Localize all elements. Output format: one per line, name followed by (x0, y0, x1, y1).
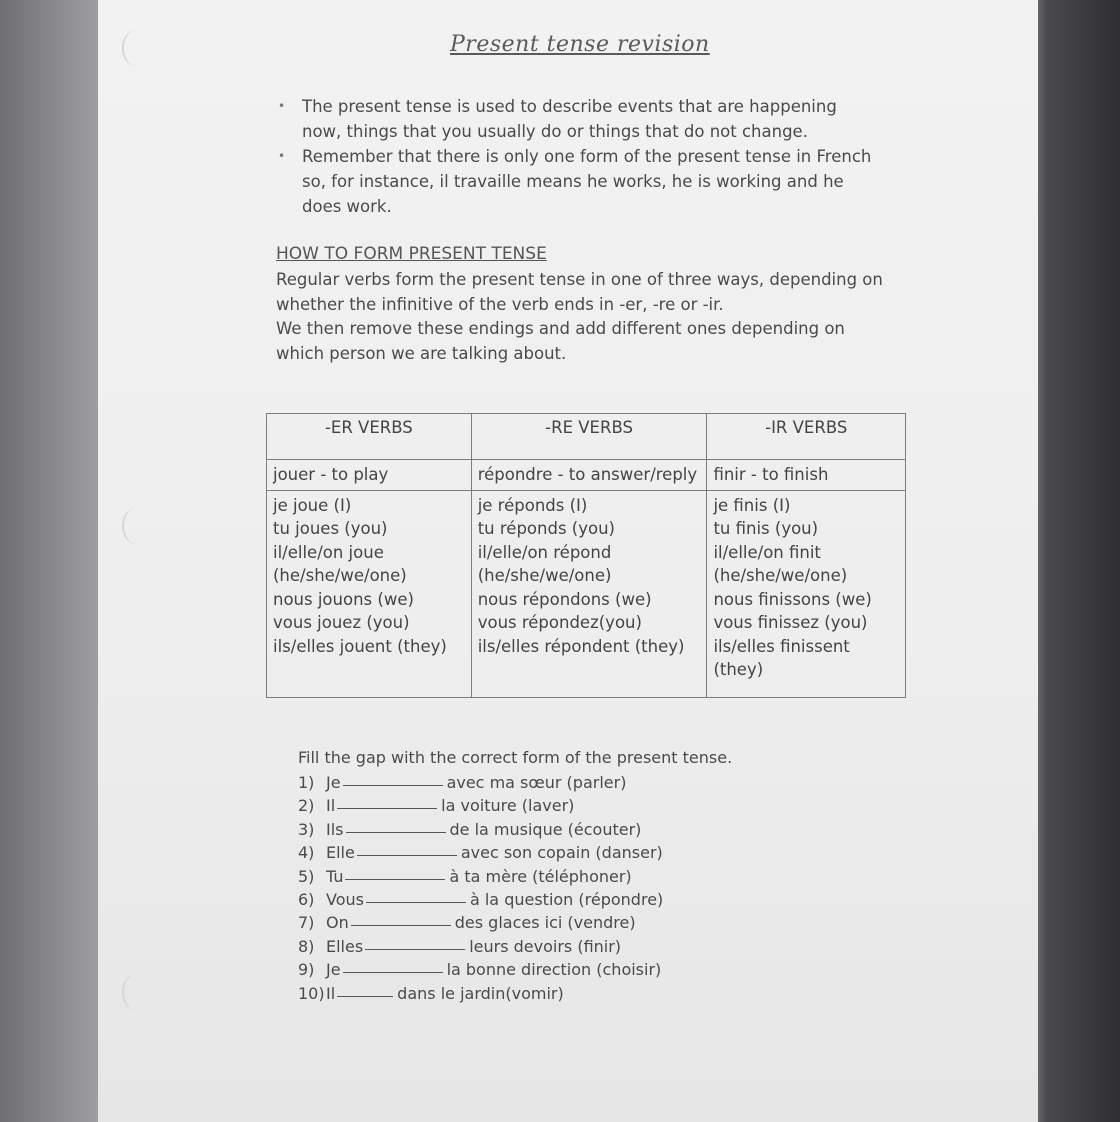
exercise-number: 1) (298, 773, 315, 792)
exercise-prompt: la voiture (laver) (441, 796, 575, 816)
answer-blank[interactable] (343, 958, 443, 973)
exercise-number: 9) (298, 960, 315, 980)
conjugation-line: je réponds (I) (477, 495, 588, 515)
answer-blank[interactable] (343, 771, 443, 786)
exercise-number: 8) (298, 936, 315, 956)
conjugation-ir (707, 490, 906, 697)
exercise-prompt: dans le jardin(vomir) (397, 983, 564, 1003)
conjugation-line: il/elle/on joue (273, 542, 384, 562)
answer-blank[interactable] (357, 841, 457, 856)
conjugation-line: vous répondez(you) (477, 613, 642, 632)
answer-blank[interactable] (337, 982, 393, 997)
conjugation-line: (they) (713, 660, 764, 679)
conjugation-line: tu finis (you) (713, 519, 819, 538)
exercise-item (298, 865, 732, 888)
worksheet-page (98, 0, 1038, 1122)
conjugation-line: je joue (I) (273, 495, 352, 515)
exercise-section (298, 746, 732, 1005)
infinitive-re: répondre - to answer/reply (471, 460, 707, 491)
page-title: Present tense revision (450, 32, 710, 57)
intro-paragraph: We then remove these endings and add different ones depending on which person we are talking about. (276, 319, 845, 363)
exercise-item (298, 911, 732, 934)
punch-hole-mark (122, 508, 150, 544)
conjugation-line: nous finissons (we) (713, 589, 872, 609)
answer-blank[interactable] (351, 911, 451, 926)
answer-blank[interactable] (346, 818, 446, 833)
conjugation-line: nous jouons (we) (273, 589, 414, 609)
conjugation-line: il/elle/on répond (477, 542, 612, 562)
section-intro (276, 268, 896, 366)
exercise-subject: Vous (326, 890, 364, 910)
conjugation-line: vous finissez (you) (713, 613, 868, 632)
exercise-item (298, 935, 732, 958)
punch-hole-mark (122, 974, 150, 1010)
exercise-item (298, 958, 732, 981)
exercise-item (298, 841, 732, 864)
infinitive-er: jouer - to play (267, 460, 472, 491)
exercise-number: 7) (298, 913, 315, 933)
conjugation-er (267, 490, 472, 697)
conjugation-line: vous jouez (you) (273, 613, 410, 632)
answer-blank[interactable] (345, 865, 445, 880)
conjugation-line: ils/elles jouent (they) (273, 636, 447, 656)
exercise-prompt: à la question (répondre) (469, 890, 664, 910)
table-header-ir: -IR VERBS (707, 414, 906, 460)
exercise-item (298, 888, 732, 911)
conjugation-line: (he/she/we/one) (273, 566, 407, 585)
exercise-subject: On (326, 913, 349, 933)
bullet-item: • Remember that there is only one form of the present tense in French so, for instance, il travaille means he works, he is working and he does work. (302, 144, 872, 219)
conjugation-line: ils/elles finissent (713, 636, 850, 656)
conjugation-line: ils/elles répondent (they) (477, 636, 685, 656)
conjugation-line: tu joues (you) (273, 519, 388, 538)
exercise-number: 5) (298, 866, 315, 886)
conjugation-line: (he/she/we/one) (713, 566, 848, 585)
section-heading: HOW TO FORM PRESENT TENSE (276, 244, 547, 264)
conjugation-re (471, 490, 707, 697)
bullet-item: • The present tense is used to describe events that are happening now, things that you usually do or things that do not change. (302, 94, 872, 144)
exercise-number: 6) (298, 890, 315, 910)
conjugation-line: tu réponds (you) (477, 519, 615, 538)
answer-blank[interactable] (337, 794, 437, 809)
intro-paragraph: Regular verbs form the present tense in one of three ways, depending on whether the infinitive of the verb ends in -er, -re or -ir. (276, 270, 883, 314)
infinitive-ir: finir - to finish (707, 460, 906, 491)
exercise-prompt: la bonne direction (choisir) (446, 960, 662, 980)
answer-blank[interactable] (366, 888, 466, 903)
answer-blank[interactable] (365, 935, 465, 950)
exercise-prompt: leurs devoirs (finir) (469, 936, 622, 956)
exercise-subject: Ils (326, 819, 344, 839)
exercise-number: 3) (298, 819, 315, 839)
exercise-subject: Il (326, 983, 336, 1003)
exercise-number: 4) (298, 843, 315, 863)
exercise-prompt: de la musique (écouter) (449, 819, 642, 839)
exercise-number: 10) (298, 983, 325, 1003)
conjugation-line: nous répondons (we) (477, 589, 652, 609)
exercise-subject: Elle (326, 843, 355, 863)
exercise-subject: Il (326, 796, 336, 816)
exercise-item (298, 818, 732, 841)
conjugation-line: il/elle/on finit (713, 542, 821, 562)
exercise-instruction: Fill the gap with the correct form of the present tense. (298, 748, 733, 767)
exercise-subject: Je (326, 773, 341, 792)
table-row (267, 490, 906, 697)
intro-bullets (302, 94, 872, 219)
conjugation-line: (he/she/we/one) (477, 566, 612, 585)
table-header-re: -RE VERBS (471, 414, 707, 460)
exercise-subject: Tu (326, 866, 344, 886)
conjugation-line: je finis (I) (713, 495, 791, 515)
table-row (267, 460, 906, 491)
exercise-subject: Je (326, 960, 341, 980)
verb-conjugation-table (266, 413, 906, 698)
exercise-prompt: avec son copain (danser) (460, 843, 663, 863)
punch-hole-mark (122, 30, 150, 66)
exercise-item (298, 794, 732, 817)
exercise-subject: Elles (326, 936, 364, 956)
exercise-prompt: des glaces ici (vendre) (454, 913, 636, 933)
exercise-prompt: avec ma sœur (parler) (446, 773, 627, 792)
exercise-number: 2) (298, 796, 315, 816)
exercise-item (298, 771, 732, 794)
exercise-item (298, 982, 732, 1005)
table-header-er: -ER VERBS (267, 414, 472, 460)
exercise-prompt: à ta mère (téléphoner) (449, 866, 632, 886)
table-header-row (267, 414, 906, 460)
